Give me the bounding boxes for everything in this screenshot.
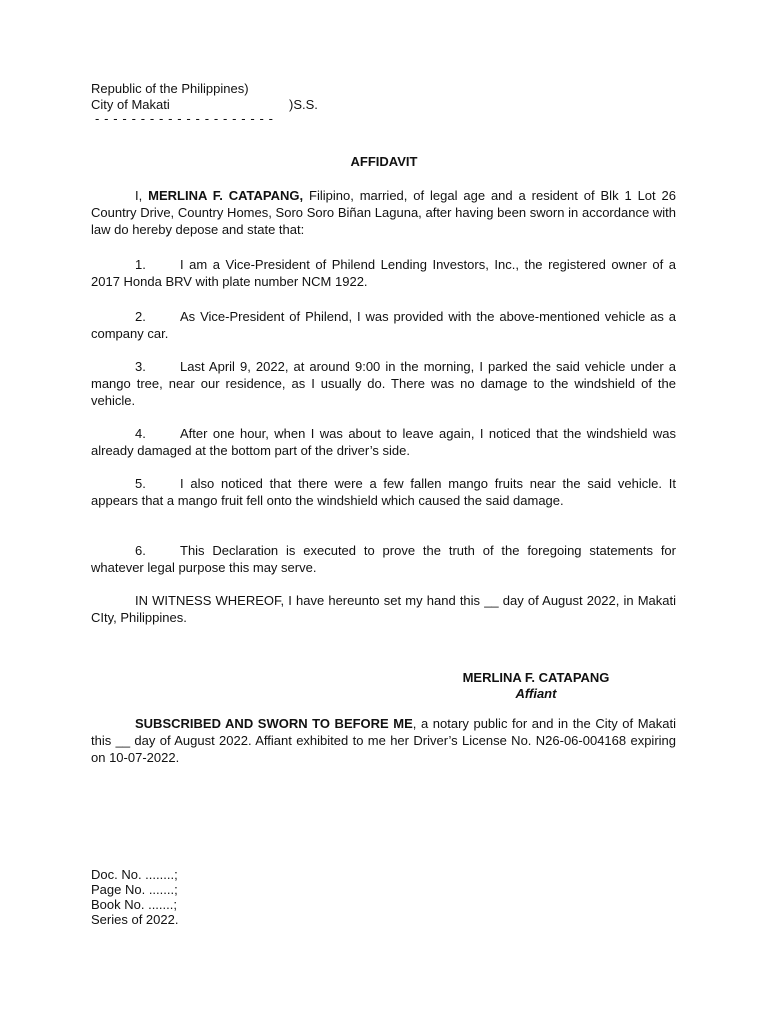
paragraph-text: This Declaration is executed to prove the truth of the foregoing statements for whatever legal purpose this may serve. — [91, 543, 676, 575]
paragraph-number: 6. — [135, 543, 146, 558]
paragraph-number: 3. — [135, 359, 146, 374]
affiant-name-inline: MERLINA F. CATAPANG, — [148, 188, 304, 203]
intro-text: Filipino, married, of legal age and a resident of Blk 1 Lot 26 Country Drive, Country Homes, Soro Soro Biñan Laguna, after having been sworn in accordance with law do hereby depose and state that: — [91, 188, 677, 237]
caption-city: City of Makati — [91, 97, 170, 112]
book-no: Book No. .......; — [91, 897, 177, 912]
jurat-text: , a notary public for and in the City of Makati this __ day of August 2022. Affiant exhibited to me her Driver’s License No. N26-06-004168 expiring on 10-07-2022. — [91, 716, 676, 765]
doc-no: Doc. No. ........; — [91, 867, 178, 882]
jurat-bold: SUBSCRIBED AND SWORN TO BEFORE ME — [135, 716, 413, 731]
series: Series of 2022. — [91, 912, 179, 927]
caption-divider: - - - - - - - - - - - - - - - - - - - - — [95, 111, 274, 126]
paragraph-text: Last April 9, 2022, at around 9:00 in the morning, I parked the said vehicle under a mango tree, near our residence, as I usually do. There was no damage to the windshield of the vehicle. — [91, 359, 676, 408]
caption-ss: )S.S. — [289, 97, 318, 112]
document-title: AFFIDAVIT — [350, 154, 418, 169]
paragraph-number: 2. — [135, 309, 146, 324]
paragraph-3 — [91, 358, 676, 409]
witness-text: IN WITNESS WHEREOF, I have hereunto set my hand this __ day of August 2022, in Makati CIty, Philippines. — [91, 593, 676, 625]
caption-republic: Republic of the Philippines) — [91, 81, 249, 96]
paragraph-6 — [91, 542, 676, 576]
signatory-role: Affiant — [515, 686, 557, 701]
paragraph-text: After one hour, when I was about to leave again, I noticed that the windshield was already damaged at the bottom part of the driver’s side. — [91, 426, 676, 458]
signatory-name: MERLINA F. CATAPANG — [462, 670, 610, 685]
paragraph-text: I am a Vice-President of Philend Lending Investors, Inc., the registered owner of a 2017 Honda BRV with plate number NCM 1922. — [91, 257, 676, 289]
paragraph-text: As Vice-President of Philend, I was provided with the above-mentioned vehicle as a company car. — [91, 309, 676, 341]
paragraph-text: I also noticed that there were a few fallen mango fruits near the said vehicle. It appears that a mango fruit fell onto the windshield which caused the said damage. — [91, 476, 676, 508]
intro-pre: I, — [135, 188, 149, 203]
jurat-paragraph — [91, 715, 676, 766]
page-no: Page No. .......; — [91, 882, 178, 897]
notarial-register — [91, 867, 178, 927]
paragraph-5 — [91, 475, 676, 509]
paragraph-4 — [91, 425, 676, 459]
intro-paragraph — [91, 187, 676, 238]
paragraph-number: 1. — [135, 257, 146, 272]
paragraph-number: 5. — [135, 476, 146, 491]
witness-paragraph — [91, 592, 676, 626]
paragraph-number: 4. — [135, 426, 146, 441]
paragraph-1 — [91, 256, 676, 290]
paragraph-2 — [91, 308, 676, 342]
